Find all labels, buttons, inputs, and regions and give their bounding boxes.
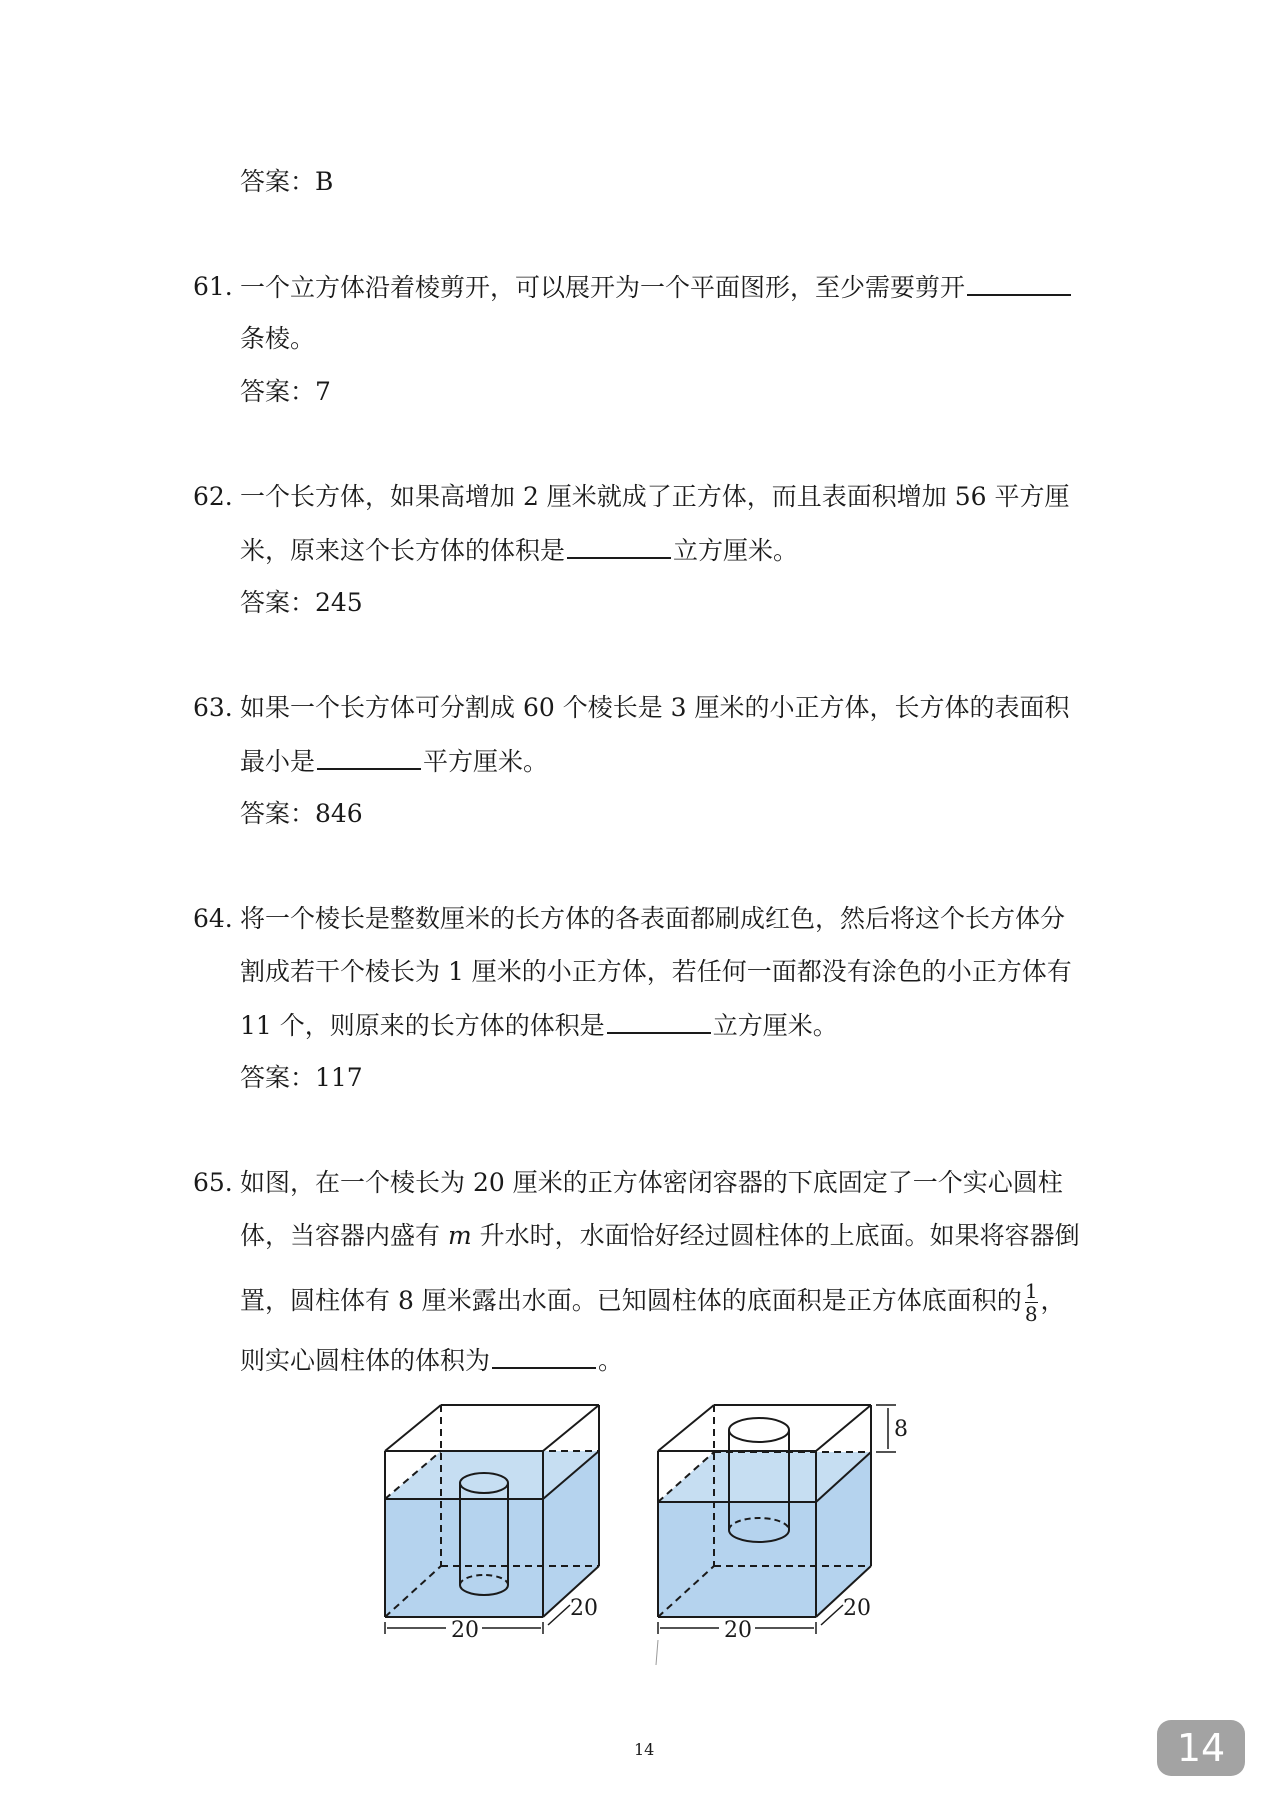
right-cylinder-top (729, 1418, 789, 1442)
question-65-line2: 体，当容器内盛有 m 升水时，水面恰好经过圆柱体的上底面。如果将容器倒 (240, 1221, 1080, 1250)
answer-63: 答案：846 (240, 799, 363, 828)
left-side-dimension: 20 (570, 1596, 598, 1621)
left-cube (385, 1405, 599, 1634)
question-number-61: 61. (193, 272, 233, 301)
right-height-dimension: 8 (894, 1417, 908, 1442)
question-number-62: 62. (193, 482, 233, 511)
answer-62: 答案：245 (240, 588, 363, 617)
question-63-line1: 如果一个长方体可分割成 60 个棱长是 3 厘米的小正方体，长方体的表面积 (240, 693, 1070, 722)
question-63-line2: 最小是 平方厘米。 (240, 744, 548, 779)
fraction: $\frac{1}{8}$ (1024, 1279, 1038, 1326)
page-number: 14 (634, 1740, 655, 1759)
question-number-64: 64. (193, 904, 233, 933)
right-front-dimension: 20 (724, 1618, 752, 1643)
question-65-line4: 则实心圆柱体的体积为 。 (240, 1343, 623, 1378)
answer-64: 答案：117 (240, 1063, 363, 1092)
right-water-front (658, 1502, 816, 1617)
question-number-65: 65. (193, 1168, 233, 1197)
right-side-dimension: 20 (843, 1596, 871, 1621)
question-64-line3: 11 个，则原来的长方体的体积是 立方厘米。 (240, 1008, 838, 1043)
question-64-line1: 将一个棱长是整数厘米的长方体的各表面都刷成红色，然后将这个长方体分 (240, 904, 1066, 933)
question-61-line1: 一个立方体沿着棱剪开，可以展开为一个平面图形，至少需要剪开 (240, 270, 1073, 305)
variable-m: m (447, 1221, 472, 1250)
left-front-dimension: 20 (451, 1618, 479, 1643)
question-number-63: 63. (193, 693, 233, 722)
answer-61: 答案：7 (240, 377, 331, 406)
question-62-line1: 一个长方体，如果高增加 2 厘米就成了正方体，而且表面积增加 56 平方厘 (240, 482, 1070, 511)
question-64-line2: 割成若干个棱长为 1 厘米的小正方体，若任何一面都没有涂色的小正方体有 (240, 957, 1072, 986)
answer-60: 答案：B (240, 167, 334, 196)
question-65-line1: 如图，在一个棱长为 20 厘米的正方体密闭容器的下底固定了一个实心圆柱 (240, 1168, 1063, 1197)
question-61-line2: 条棱。 (240, 324, 316, 353)
question-65-line3: 置，圆柱体有 8 厘米露出水面。已知圆柱体的底面积是正方体底面积的 $\frac{1}{8}$ ， (240, 1279, 1066, 1326)
left-water-front (385, 1499, 543, 1617)
page-badge: 14 (1157, 1720, 1245, 1776)
question-62-line2: 米，原来这个长方体的体积是 立方厘米。 (240, 533, 798, 568)
right-cube (656, 1405, 896, 1665)
